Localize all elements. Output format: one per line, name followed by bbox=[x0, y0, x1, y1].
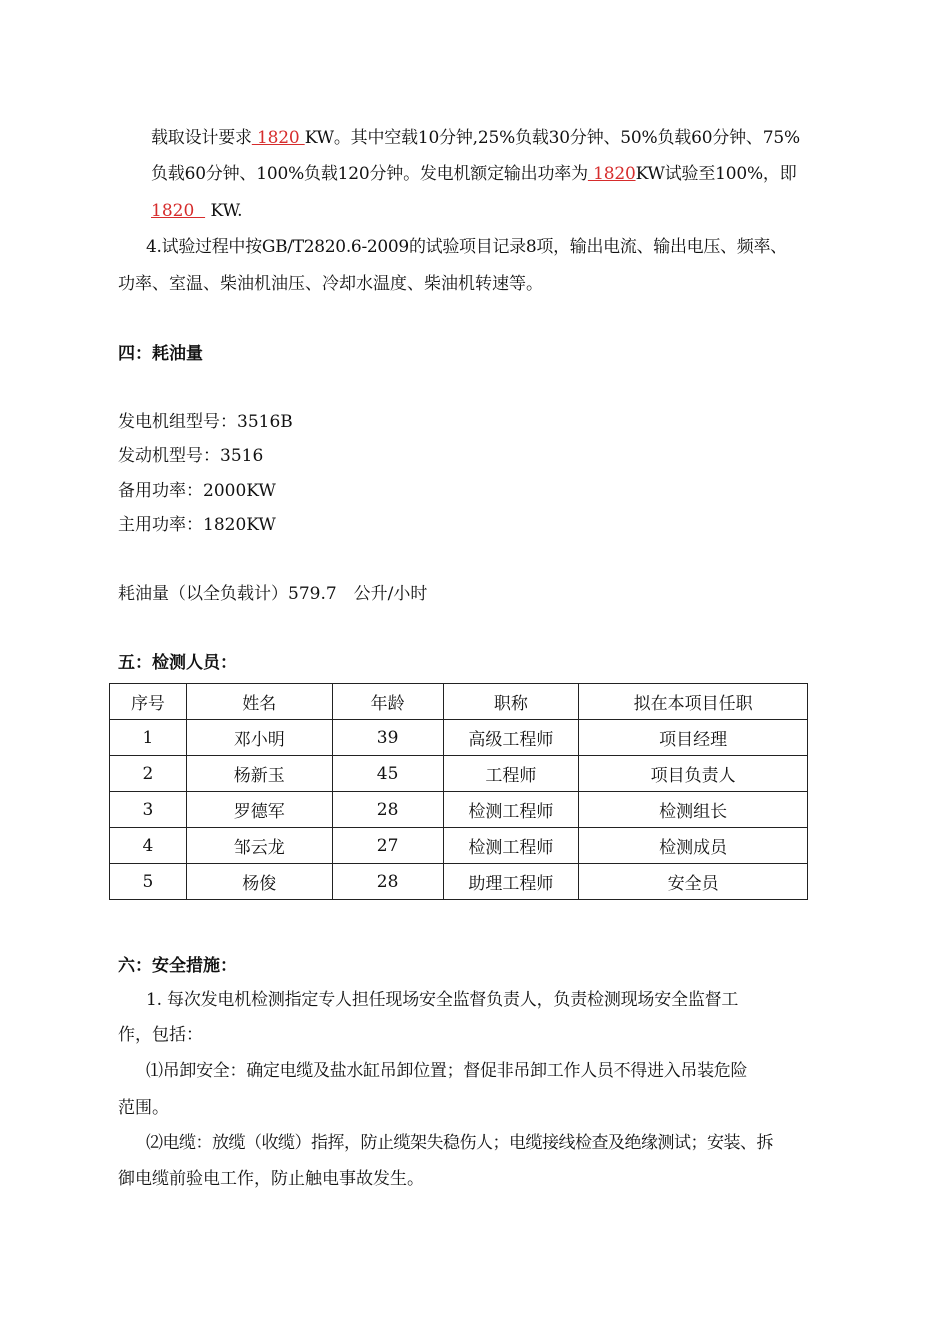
cell-role: 检测成员 bbox=[579, 828, 808, 864]
engine-model: 发动机型号：3516 bbox=[118, 446, 264, 466]
para3-line3 bbox=[151, 199, 242, 223]
cell-age: 28 bbox=[332, 792, 443, 828]
header-title: 职称 bbox=[443, 684, 579, 720]
safety-item2-line2: 范围。 bbox=[118, 1098, 169, 1118]
para3-line2 bbox=[151, 162, 797, 186]
cell-role: 项目负责人 bbox=[579, 756, 808, 792]
para3-line2-suffix: KW试验至100%，即 bbox=[635, 164, 797, 184]
cell-name: 杨新玉 bbox=[186, 756, 332, 792]
safety-item1-line2: 作，包括： bbox=[118, 1025, 203, 1045]
cell-name: 罗德军 bbox=[186, 792, 332, 828]
cell-title: 检测工程师 bbox=[443, 792, 579, 828]
para3-line1 bbox=[151, 126, 800, 150]
genset-model: 发电机组型号：3516B bbox=[118, 412, 293, 432]
cell-title: 工程师 bbox=[443, 756, 579, 792]
para3-line3-suffix: KW. bbox=[205, 201, 243, 221]
table-row bbox=[110, 864, 808, 900]
cell-role: 检测组长 bbox=[579, 792, 808, 828]
table-row bbox=[110, 792, 808, 828]
cell-index: 3 bbox=[110, 792, 187, 828]
section6-heading: 六：安全措施： bbox=[118, 956, 237, 976]
standby-power: 备用功率：2000KW bbox=[118, 481, 276, 501]
cell-age: 39 bbox=[332, 720, 443, 756]
cell-name: 杨俊 bbox=[186, 864, 332, 900]
cell-role: 项目经理 bbox=[579, 720, 808, 756]
full-load-value: 1820 bbox=[151, 201, 206, 221]
safety-item2-line1: ⑴吊卸安全：确定电缆及盐水缸吊卸位置；督促非吊卸工作人员不得进入吊装危险 bbox=[146, 1061, 748, 1081]
cell-age: 45 bbox=[332, 756, 443, 792]
cell-name: 邓小明 bbox=[186, 720, 332, 756]
para3-line1-prefix: 载取设计要求 bbox=[151, 128, 252, 148]
table-row bbox=[110, 828, 808, 864]
rated-load-value: 1820 bbox=[251, 128, 305, 148]
cell-index: 5 bbox=[110, 864, 187, 900]
header-index: 序号 bbox=[110, 684, 187, 720]
fuel-consumption: 耗油量（以全负载计）579.7 公升/小时 bbox=[118, 584, 428, 604]
para3-line2-prefix: 负载60分钟、100%负载120分钟。发电机额定输出功率为 bbox=[151, 164, 588, 184]
cell-age: 27 bbox=[332, 828, 443, 864]
cell-title: 高级工程师 bbox=[443, 720, 579, 756]
cell-age: 28 bbox=[332, 864, 443, 900]
cell-index: 4 bbox=[110, 828, 187, 864]
safety-item3-line2: 御电缆前验电工作，防止触电事故发生。 bbox=[118, 1169, 424, 1189]
table-header-row bbox=[110, 684, 808, 720]
section5-heading: 五：检测人员： bbox=[118, 653, 237, 673]
table-row bbox=[110, 720, 808, 756]
cell-title: 助理工程师 bbox=[443, 864, 579, 900]
staff-table bbox=[109, 683, 808, 900]
header-age: 年龄 bbox=[332, 684, 443, 720]
prime-power: 主用功率：1820KW bbox=[118, 515, 276, 535]
cell-role: 安全员 bbox=[579, 864, 808, 900]
section4-heading: 四：耗油量 bbox=[118, 344, 203, 364]
cell-index: 2 bbox=[110, 756, 187, 792]
table-row bbox=[110, 756, 808, 792]
cell-name: 邹云龙 bbox=[186, 828, 332, 864]
para3-line1-suffix: KW。其中空载10分钟,25%负载30分钟、50%负载60分钟、75% bbox=[304, 128, 800, 148]
para4-line1: 4.试验过程中按GB/T2820.6-2009的试验项目记录8项，输出电流、输出电压、频率、 bbox=[146, 237, 787, 257]
safety-item3-line1: ⑵电缆：放缆（收缆）指挥，防止缆架失稳伤人；电缆接线检查及绝缘测试；安装、拆 bbox=[146, 1133, 773, 1153]
cell-title: 检测工程师 bbox=[443, 828, 579, 864]
cell-index: 1 bbox=[110, 720, 187, 756]
header-role: 拟在本项目任职 bbox=[579, 684, 808, 720]
safety-item1-line1: 1. 每次发电机检测指定专人担任现场安全监督负责人，负责检测现场安全监督工 bbox=[146, 990, 739, 1010]
para4-line2: 功率、室温、柴油机油压、冷却水温度、柴油机转速等。 bbox=[118, 274, 543, 294]
rated-output-value: 1820 bbox=[587, 164, 636, 184]
header-name: 姓名 bbox=[186, 684, 332, 720]
